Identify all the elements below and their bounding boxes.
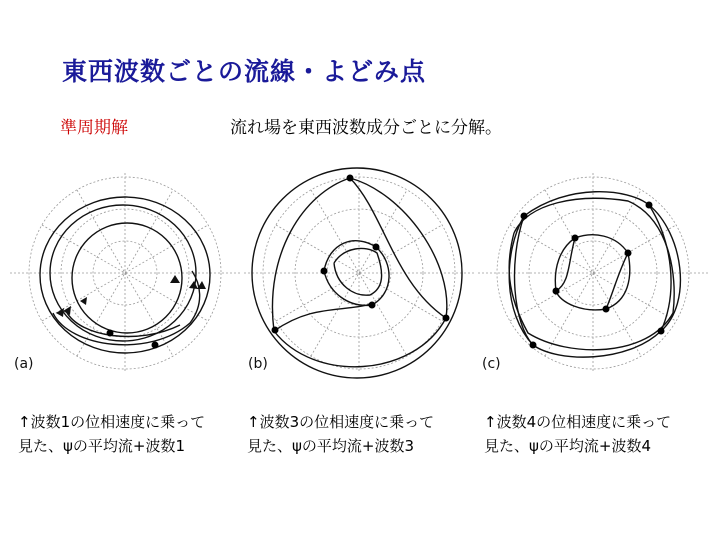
panel-a [10,163,244,383]
panel-c [478,163,712,383]
caption-b-line2: 見た、ψの平均流+波数3 [247,437,415,455]
caption-a-line2: 見た、ψの平均流+波数1 [18,437,186,455]
panel-c-diagram [478,163,712,383]
caption-a [18,410,205,458]
page-title: 東西波数ごとの流線・よどみ点 [62,57,427,86]
panel-a-diagram [10,163,244,383]
polar-grid [10,173,240,373]
description: 流れ場を東西波数成分ごとに分解。 [230,118,502,138]
panel-b-diagram [244,163,478,383]
stagnation-points [521,202,665,349]
panel-a-label: (a) [14,356,34,372]
caption-c-line2: 見た、ψの平均流+波数4 [484,437,652,455]
panel-b-label: (b) [248,356,268,372]
panel-c-label: (c) [482,356,501,372]
streamlines [509,192,680,357]
caption-b-line1: ↑波数3の位相速度に乗って [247,413,435,431]
caption-a-line1: ↑波数1の位相速度に乗って [18,413,206,431]
caption-c [484,410,671,458]
caption-b [247,410,434,458]
subtitle-quasi-periodic: 準周期解 [60,118,128,138]
panel-b [244,163,478,383]
caption-c-line1: ↑波数4の位相速度に乗って [484,413,672,431]
